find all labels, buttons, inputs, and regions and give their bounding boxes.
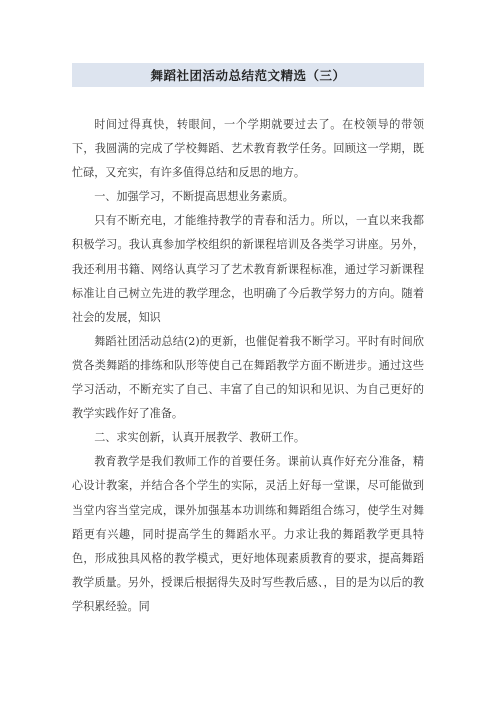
section-heading-1: 一、加强学习，不断提高思想业务素质。 (94, 190, 294, 204)
paragraph-study: 只有不断充电，才能维持教学的青春和活力。所以，一直以来我都积极学习。我认真参加学校组织的新课程培训及各类学习讲座。另外，我还利用书籍、网络认真学习了艺术教育新课程标准，通过学习新课程标准让自己树立先进的教学理念，也明确了今后教学努力的方向。随着社会的发展，知识 (72, 214, 424, 324)
title-banner (72, 63, 424, 87)
document-body (72, 113, 424, 619)
paragraph-teaching: 教育教学是我们教师工作的首要任务。课前认真作好充分准备，精心设计教案，并结合各个学生的实际，灵活上好每一堂课，尽可能做到当堂内容当堂完成，课外加强基本功训练和舞蹈组合练习，使学生对舞蹈更有兴趣，同时提高学生的舞蹈水平。力求让我的舞蹈教学更具特色，形成独具风格的教学模式，更好地体现素质教育的要求，提高舞蹈教学质量。另外，授课后根据得失及时写些教后感、，目的是为以后的教学积累经验。同 (72, 455, 424, 613)
paragraph-study-continued: 舞蹈社团活动总结(2)的更新，也催促着我不断学习。平时有时间欣赏各类舞蹈的排练和队形等使自己在舞蹈教学方面不断进步。通过这些学习活动，不断充实了自己、丰富了自己的知识和见识、为自己更好的教学实践作好了准备。 (72, 334, 424, 421)
document-title: 舞蹈社团活动总结范文精选（三） (150, 68, 346, 83)
section-heading-2: 二、求实创新，认真开展教学、教研工作。 (94, 431, 305, 445)
paragraph-intro: 时间过得真快，转眼间，一个学期就要过去了。在校领导的带领下，我圆满的完成了学校舞蹈、艺术教育教学任务。回顾这一学期，既忙碌，又充实，有许多值得总结和反思的地方。 (72, 118, 424, 180)
